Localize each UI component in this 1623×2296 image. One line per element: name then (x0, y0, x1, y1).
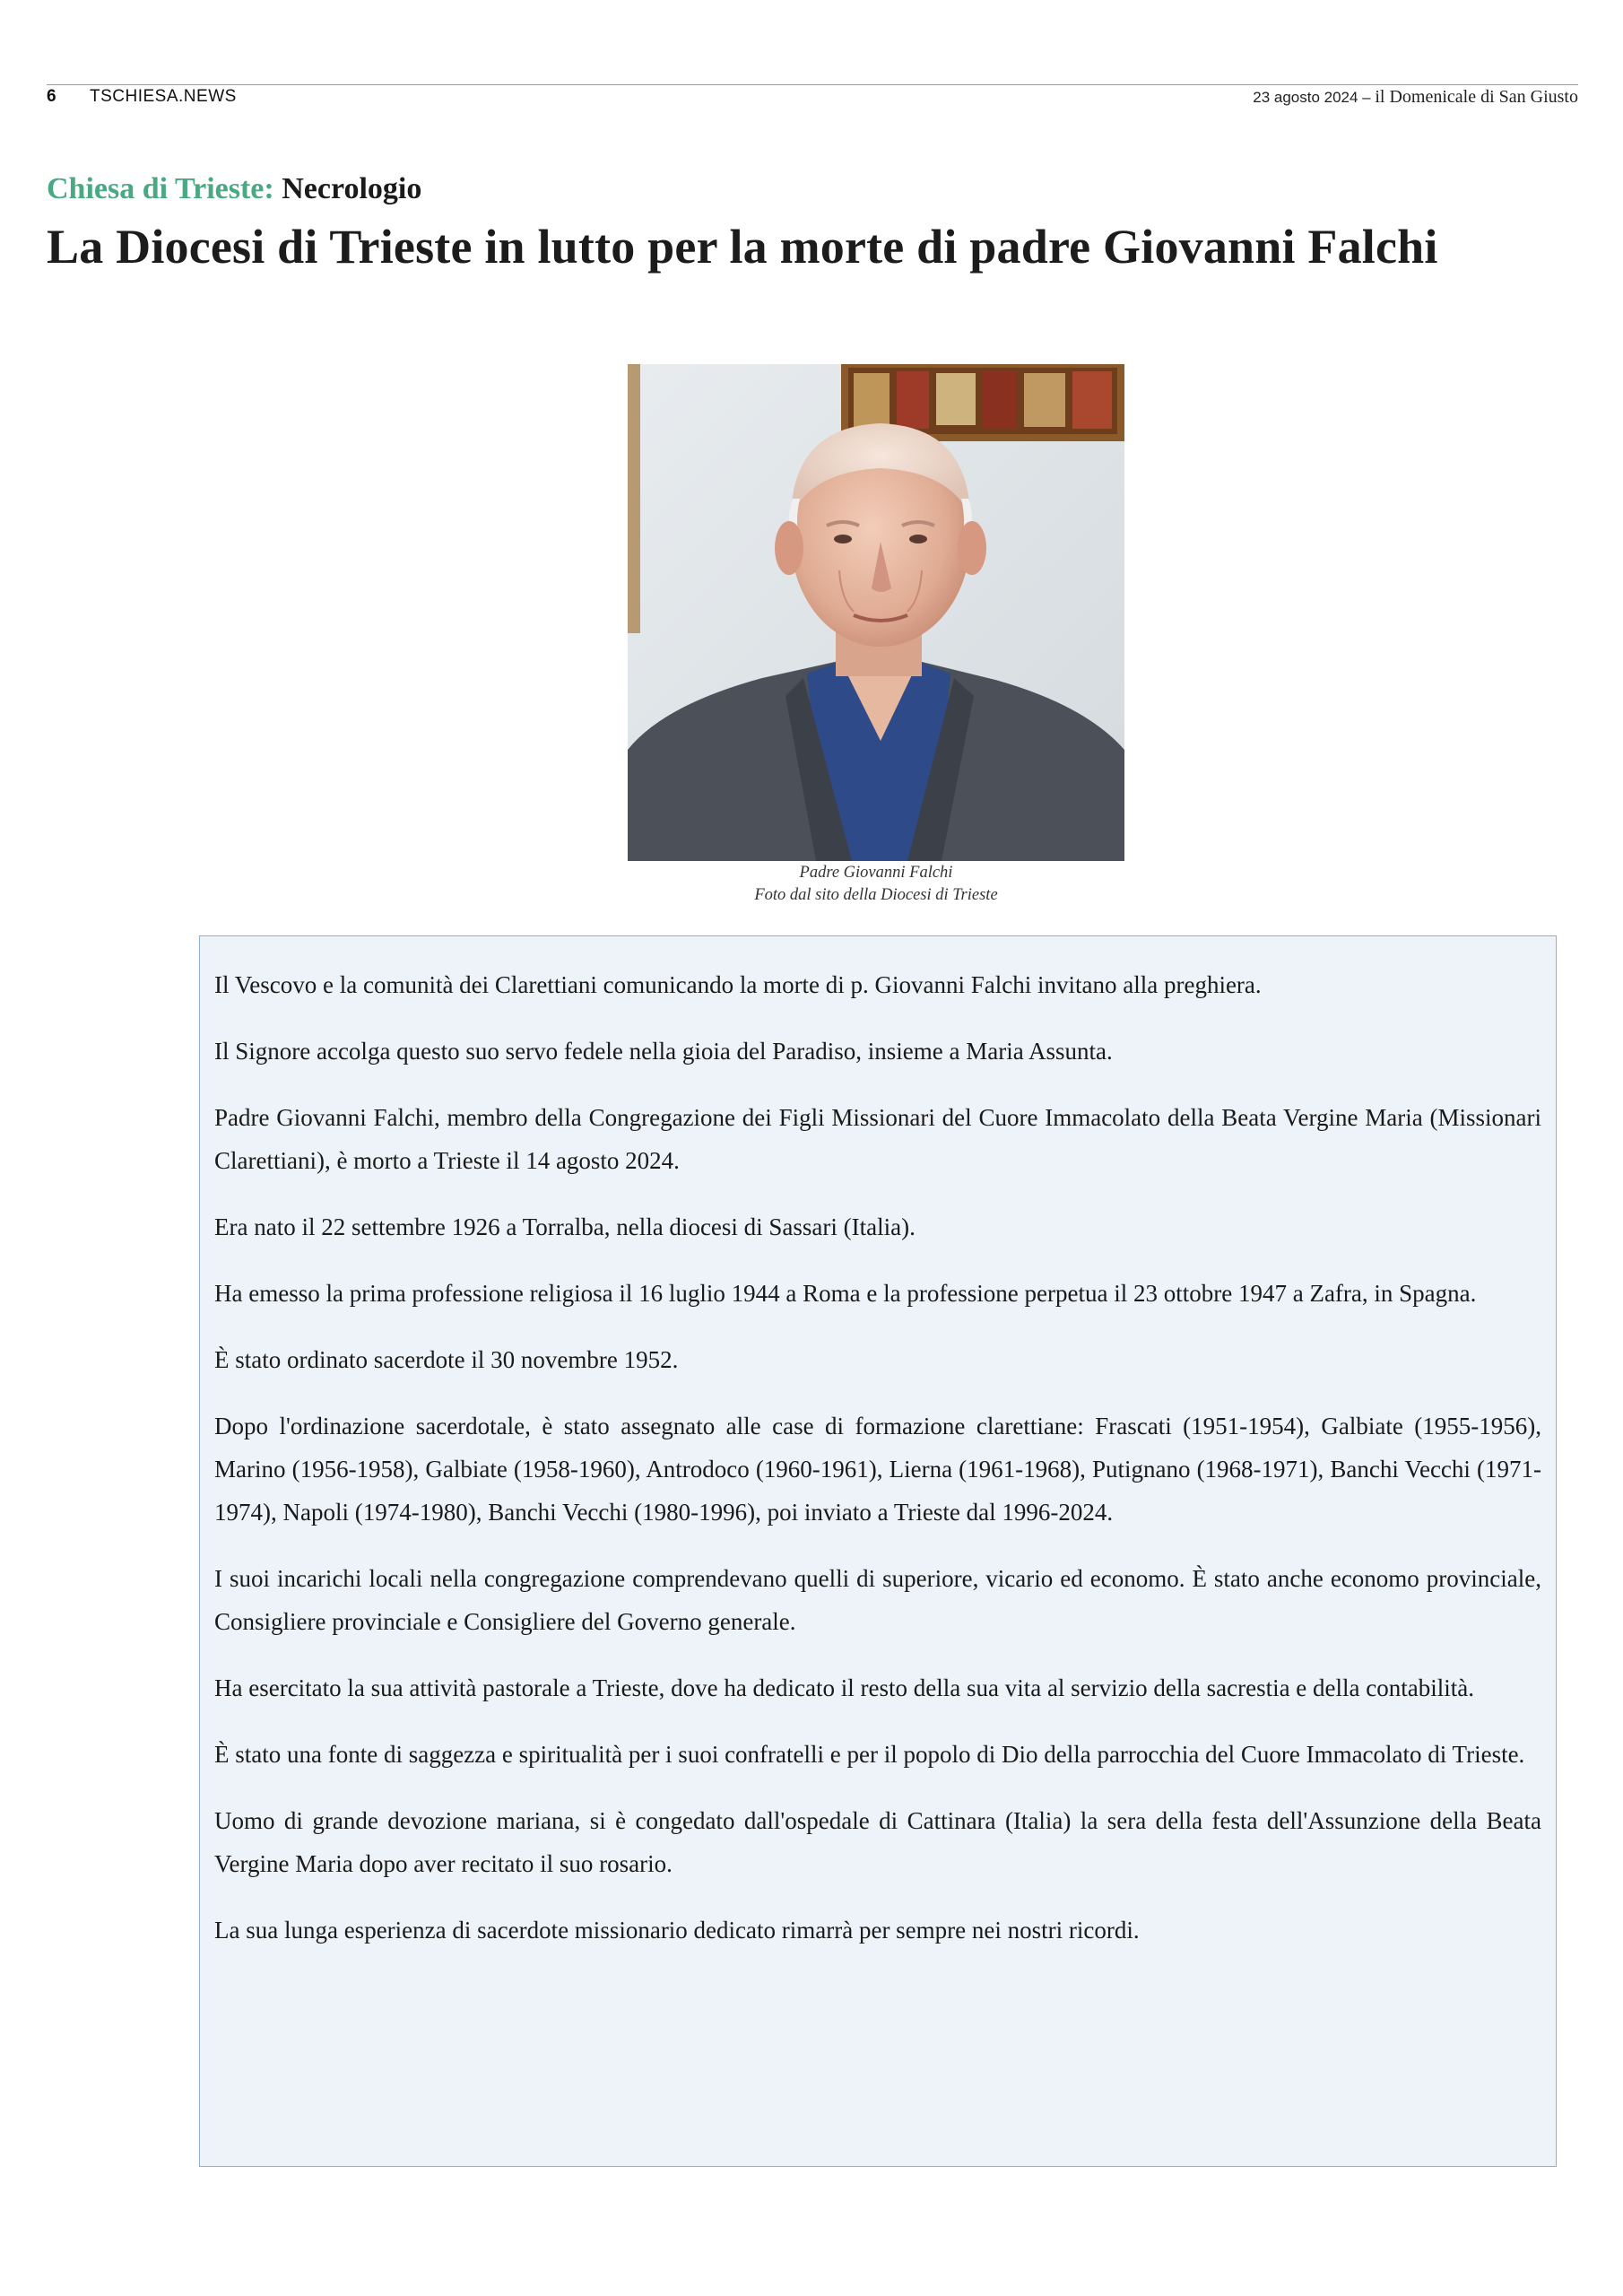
issue-date: 23 agosto 2024 (1253, 89, 1358, 106)
paragraph: La sua lunga esperienza di sacerdote missionario dedicato rimarrà per sempre nei nostri ricordi. (214, 1917, 1140, 1944)
paragraph: È stato una fonte di saggezza e spiritualità per i suoi confratelli e per il popolo di Dio della parrocchia del Cuore Immacolato di Trieste. (214, 1741, 1525, 1768)
article-kicker (47, 172, 421, 206)
paragraph: I suoi incarichi locali nella congregazione comprendevano quelli di superiore, vicario ed economo. È stato anche economo provinciale, Consigliere provinciale e Consigliere del Governo generale. (214, 1565, 1541, 1635)
paragraph: Padre Giovanni Falchi, membro della Congregazione dei Figli Missionari del Cuore Immacolato della Beata Vergine Maria (Missionari Clarettiani), è morto a Trieste il 14 agosto 2024. (214, 1104, 1541, 1174)
paragraph: Era nato il 22 settembre 1926 a Torralba, nella diocesi di Sassari (Italia). (214, 1213, 916, 1240)
photo-caption-credit: Foto dal sito della Diocesi di Trieste (754, 886, 998, 904)
subsection-label: Necrologio (282, 172, 422, 205)
portrait-illustration (628, 364, 1124, 861)
site-name[interactable]: TSCHIESA.NEWS (90, 87, 237, 106)
paragraph: Il Signore accolga questo suo servo fedele nella gioia del Paradiso, insieme a Maria Assunta. (214, 1038, 1113, 1065)
publication-name: il Domenicale di San Giusto (1375, 87, 1578, 107)
issue-separator: – (1358, 89, 1376, 106)
article-title: La Diocesi di Trieste in lutto per la morte di padre Giovanni Falchi (47, 220, 1438, 274)
paragraph: Ha emesso la prima professione religiosa il 16 luglio 1944 a Roma e la professione perpetua il 23 ottobre 1947 a Zafra, in Spagna. (214, 1280, 1477, 1307)
obituary-text (214, 963, 1541, 1975)
paragraph: Ha esercitato la sua attività pastorale a Trieste, dove ha dedicato il resto della sua vita al servizio della sacrestia e della contabilità. (214, 1674, 1474, 1701)
paragraph: Il Vescovo e la comunità dei Clarettiani comunicando la morte di p. Giovanni Falchi invitano alla preghiera. (214, 971, 1262, 998)
obituary-box (199, 935, 1557, 2167)
paragraph: È stato ordinato sacerdote il 30 novembre 1952. (214, 1346, 679, 1373)
page-number: 6 (47, 87, 56, 106)
section-label: Chiesa di Trieste: (47, 172, 274, 205)
header-rule (47, 84, 1578, 85)
portrait-photo (628, 364, 1124, 861)
issue-info (1253, 87, 1578, 108)
paragraph: Dopo l'ordinazione sacerdotale, è stato assegnato alle case di formazione clarettiane: Frascati (1951-1954), Galbiate (1955-1956), Marino (1956-1958), Galbiate (1958-1960), Antrodoco (1960-1961), Lierna (1961-1968), Putignano (1968-1971), Banchi Vecchi (1971-1974), Napoli (1974-1980), Banchi Vecchi (1980-1996), poi inviato a Trieste dal 1996-2024. (214, 1413, 1541, 1526)
paragraph: Uomo di grande devozione mariana, si è congedato dall'ospedale di Cattinara (Italia) la sera della festa dell'Assunzione della Beata Vergine Maria dopo aver recitato il suo rosario. (214, 1807, 1541, 1877)
photo-caption-name: Padre Giovanni Falchi (799, 864, 953, 882)
